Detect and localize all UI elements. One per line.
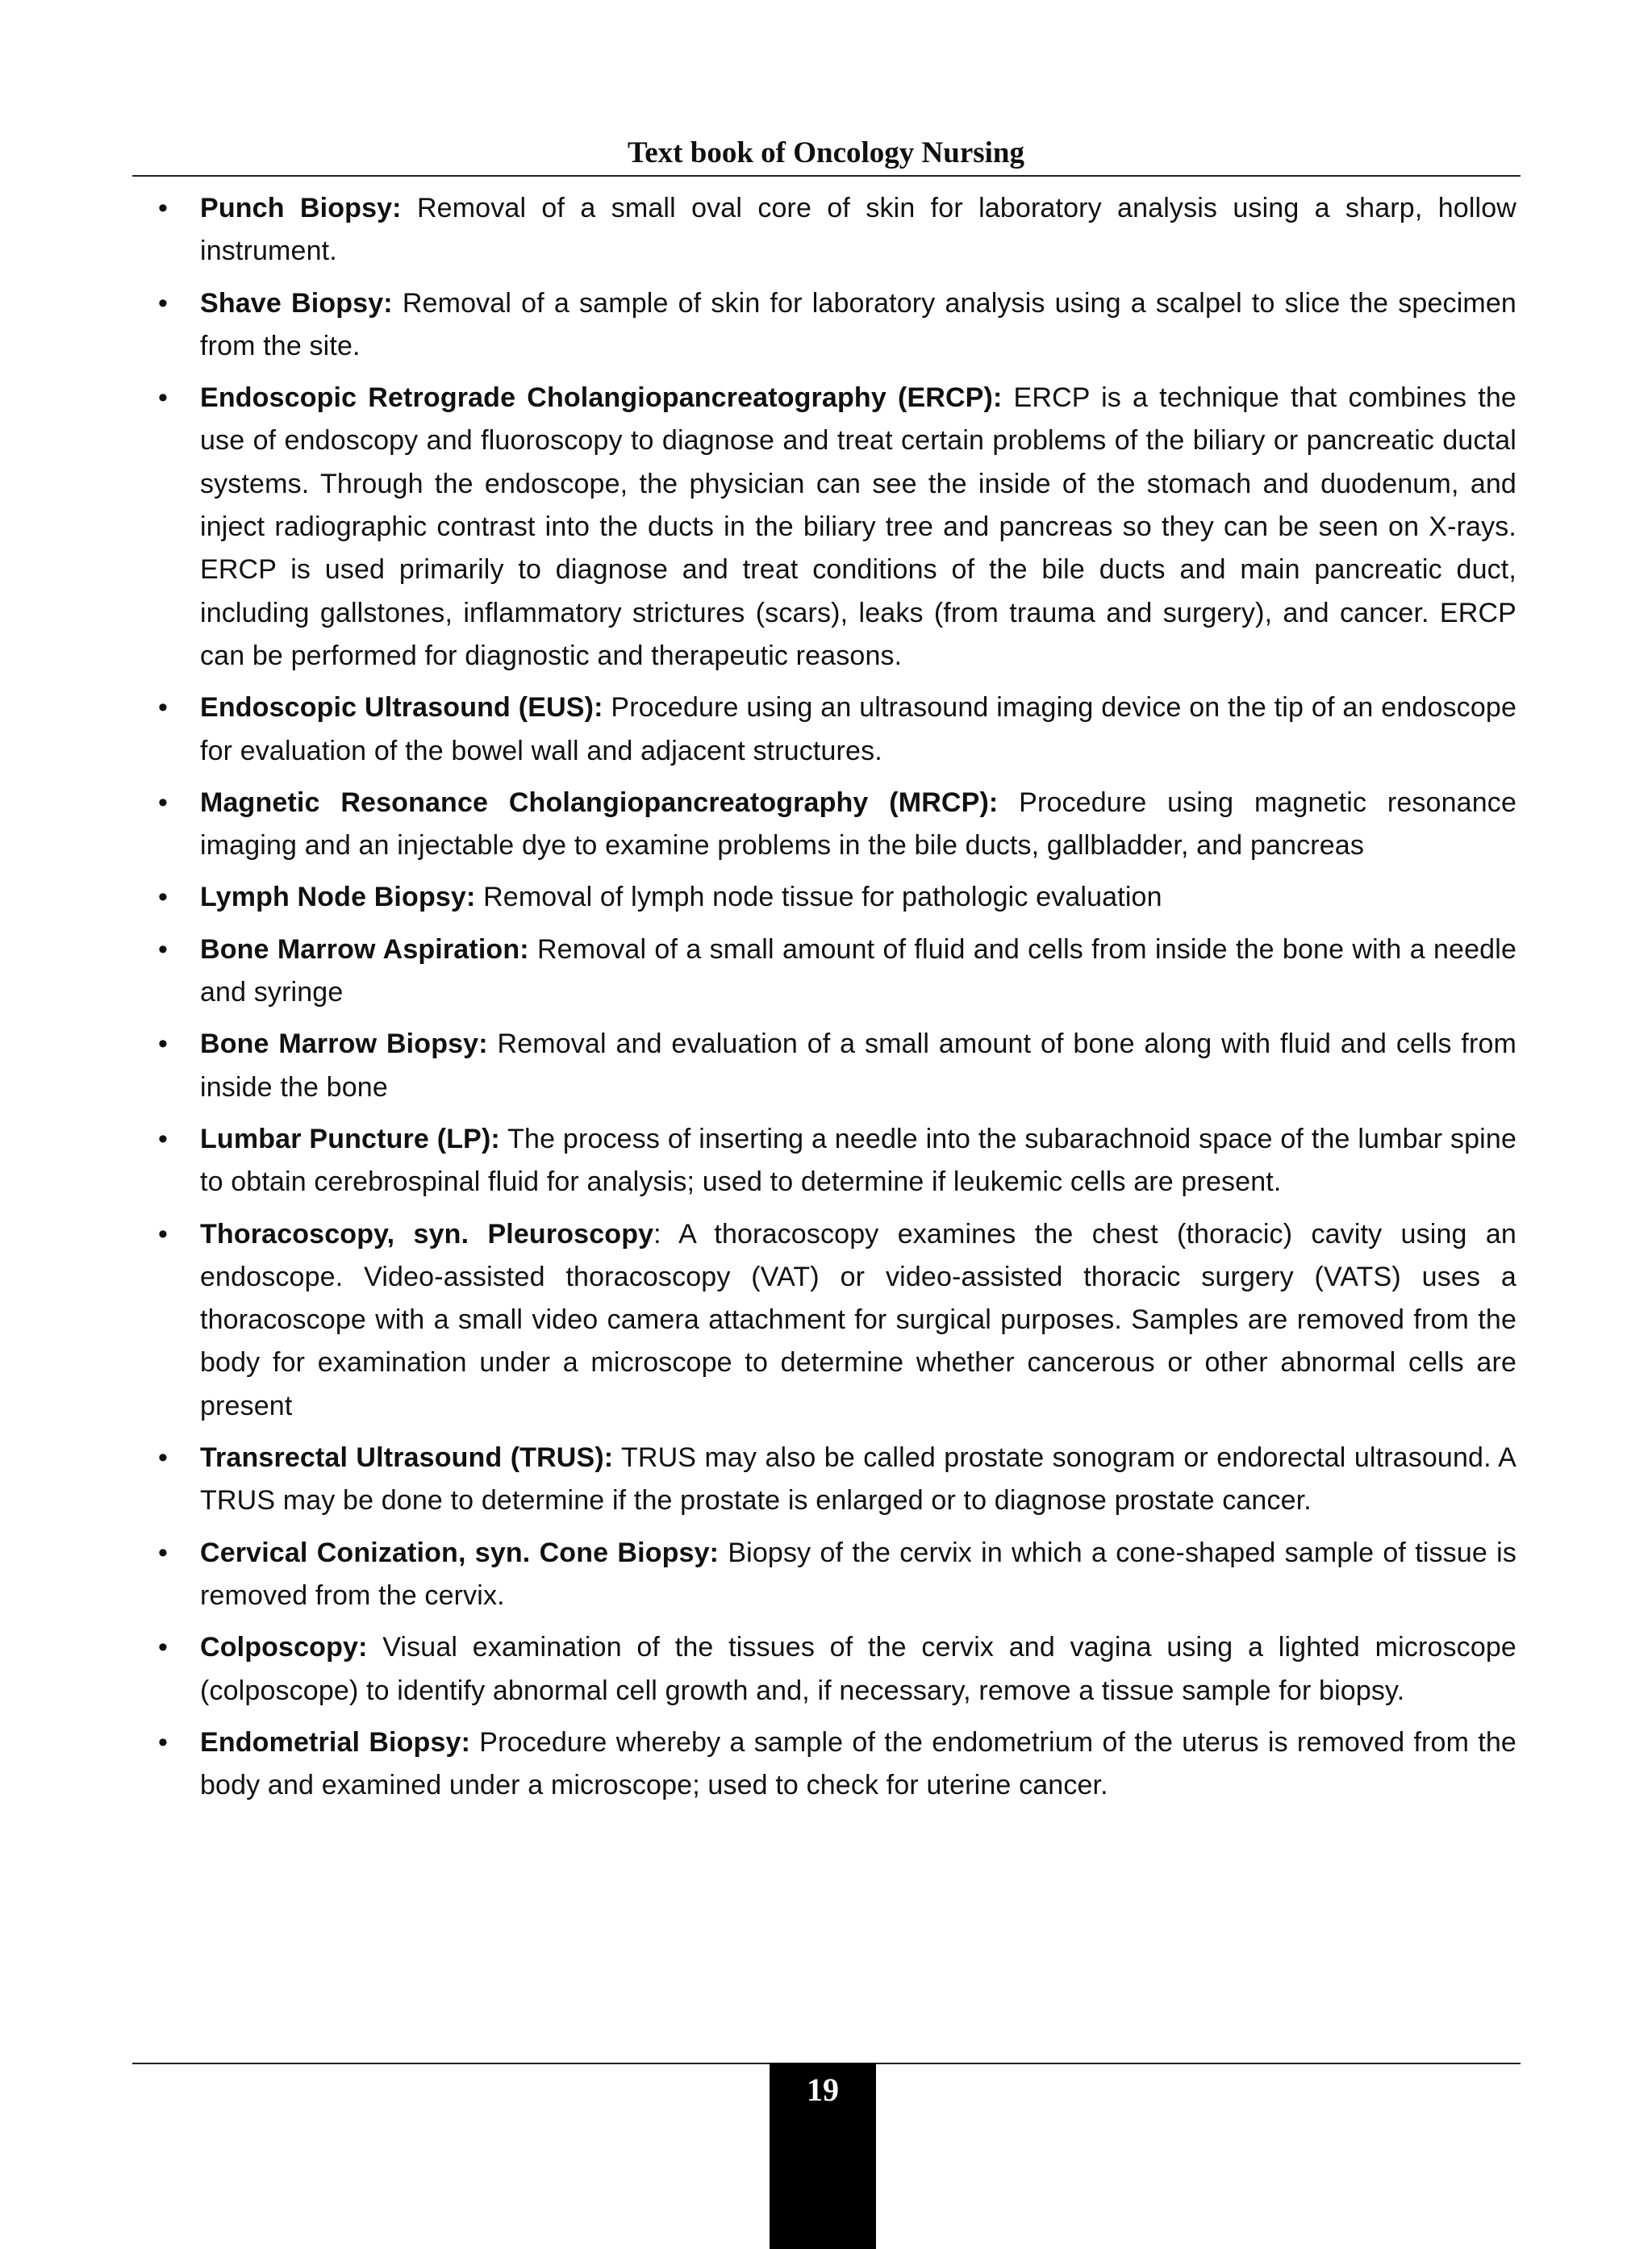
item-term: Shave Biopsy: <box>200 287 393 319</box>
item-term: Bone Marrow Biopsy: <box>200 1029 488 1060</box>
list-item <box>157 1118 1516 1204</box>
item-term: Punch Biopsy: <box>200 193 402 223</box>
item-description: Procedure using an ultrasound imaging device on the tip of an endoscope for evaluation of the bowel wall and adjacent structures. <box>200 692 1517 766</box>
item-description: Removal and evaluation of a small amount of bone along with fluid and cells from inside the bone <box>200 1029 1516 1103</box>
list-item <box>157 1532 1516 1618</box>
list-item <box>157 1213 1516 1428</box>
item-term: Lymph Node Biopsy: <box>200 882 476 913</box>
list-item <box>157 928 1516 1015</box>
bullet-icon: • <box>157 1218 169 1250</box>
list-item <box>157 377 1516 678</box>
bullet-icon: • <box>157 193 169 223</box>
item-description: Procedure whereby a sample of the endometrium of the uterus is removed from the body and examined under a microscope; used to check for uterine cancer. <box>200 1726 1516 1801</box>
item-term: Endoscopic Ultrasound (EUS): <box>200 692 603 724</box>
item-description: Removal of lymph node tissue for pathologic evaluation <box>475 882 1162 913</box>
page-number: 19 <box>807 2072 839 2108</box>
bullet-icon: • <box>157 1029 169 1060</box>
item-term: Transrectal Ultrasound (TRUS): <box>200 1442 614 1474</box>
item-term: Bone Marrow Aspiration: <box>200 933 529 965</box>
page-header-title: Text book of Oncology Nursing <box>627 136 1025 169</box>
list-item <box>157 876 1516 919</box>
bullet-icon: • <box>157 787 169 818</box>
bullet-icon: • <box>157 1537 169 1568</box>
list-item <box>157 1626 1516 1713</box>
item-term: Colposcopy: <box>200 1632 368 1663</box>
list-item <box>157 282 1516 369</box>
item-term: Endometrial Biopsy: <box>200 1726 471 1758</box>
list-item <box>157 1437 1516 1523</box>
item-term: Lumbar Puncture (LP): <box>200 1123 500 1154</box>
bullet-icon: • <box>157 933 169 965</box>
bullet-icon: • <box>157 287 169 319</box>
bullet-icon: • <box>157 692 169 724</box>
bullet-icon: • <box>157 1123 169 1154</box>
item-term: Thoracoscopy, syn. Pleuroscopy <box>200 1218 654 1250</box>
list-item <box>157 1023 1516 1109</box>
list-item <box>157 686 1517 773</box>
list-item <box>157 782 1516 868</box>
item-term: Cervical Conization, syn. Cone Biopsy: <box>200 1537 720 1568</box>
list-item <box>157 1721 1516 1808</box>
procedure-list <box>157 187 1517 1807</box>
item-description: Biopsy of the cervix in which a cone-shaped sample of tissue is removed from the cervix. <box>200 1537 1516 1611</box>
item-description: ERCP is a technique that combines the use of endoscopy and fluoroscopy to diagnose and treat certain problems of the biliary or pancreatic ductal systems. Through the endoscope, the physician can see the inside of the stomach and duodenum, and inject radiographic contrast into the ducts in the biliary tree and pancreas so they can be seen on X-rays. ERCP is used primarily to diagnose and treat conditions of the bile ducts and main pancreatic duct, including gallstones, inflammatory strictures (scars), leaks (from trauma and surgery), and cancer. ERCP can be performed for diagnostic and therapeutic reasons. <box>200 382 1516 671</box>
page-content <box>157 187 1517 1816</box>
header-divider <box>132 175 1521 177</box>
item-term: Endoscopic Retrograde Cholangiopancreatography (ERCP): <box>200 382 1003 414</box>
bullet-icon: • <box>157 1726 169 1758</box>
bullet-icon: • <box>157 1632 169 1663</box>
item-description: Removal of a small oval core of skin for laboratory analysis using a sharp, hollow instrument. <box>200 193 1516 267</box>
item-description: : A thoracoscopy examines the chest (thoracic) cavity using an endoscope. Video-assisted thoracoscopy (VAT) or video-assisted thoracic surgery (VATS) uses a thoracoscope with a small video camera attachment for surgical purposes. Samples are removed from the body for examination under a microscope to determine whether cancerous or other abnormal cells are present <box>200 1218 1516 1421</box>
item-description: The process of inserting a needle into the subarachnoid space of the lumbar spine to obtain cerebrospinal fluid for analysis; used to determine if leukemic cells are present. <box>200 1123 1516 1198</box>
item-description: TRUS may also be called prostate sonogram or endorectal ultrasound. A TRUS may be done to determine if the prostate is enlarged or to diagnose prostate cancer. <box>200 1442 1516 1517</box>
bullet-icon: • <box>157 1442 169 1474</box>
item-description: Removal of a small amount of fluid and cells from inside the bone with a needle and syringe <box>200 933 1516 1008</box>
item-description: Visual examination of the tissues of the cervix and vagina using a lighted microscope (colposcope) to identify abnormal cell growth and, if necessary, remove a tissue sample for biopsy. <box>200 1632 1516 1706</box>
list-item <box>157 187 1516 273</box>
item-description: Procedure using magnetic resonance imaging and an injectable dye to examine problems in the bile ducts, gallbladder, and pancreas <box>200 787 1516 862</box>
bullet-icon: • <box>157 382 169 414</box>
bullet-icon: • <box>157 882 169 913</box>
item-term: Magnetic Resonance Cholangiopancreatography (MRCP): <box>200 787 999 818</box>
item-description: Removal of a sample of skin for laboratory analysis using a scalpel to slice the specimen from the site. <box>200 287 1516 361</box>
